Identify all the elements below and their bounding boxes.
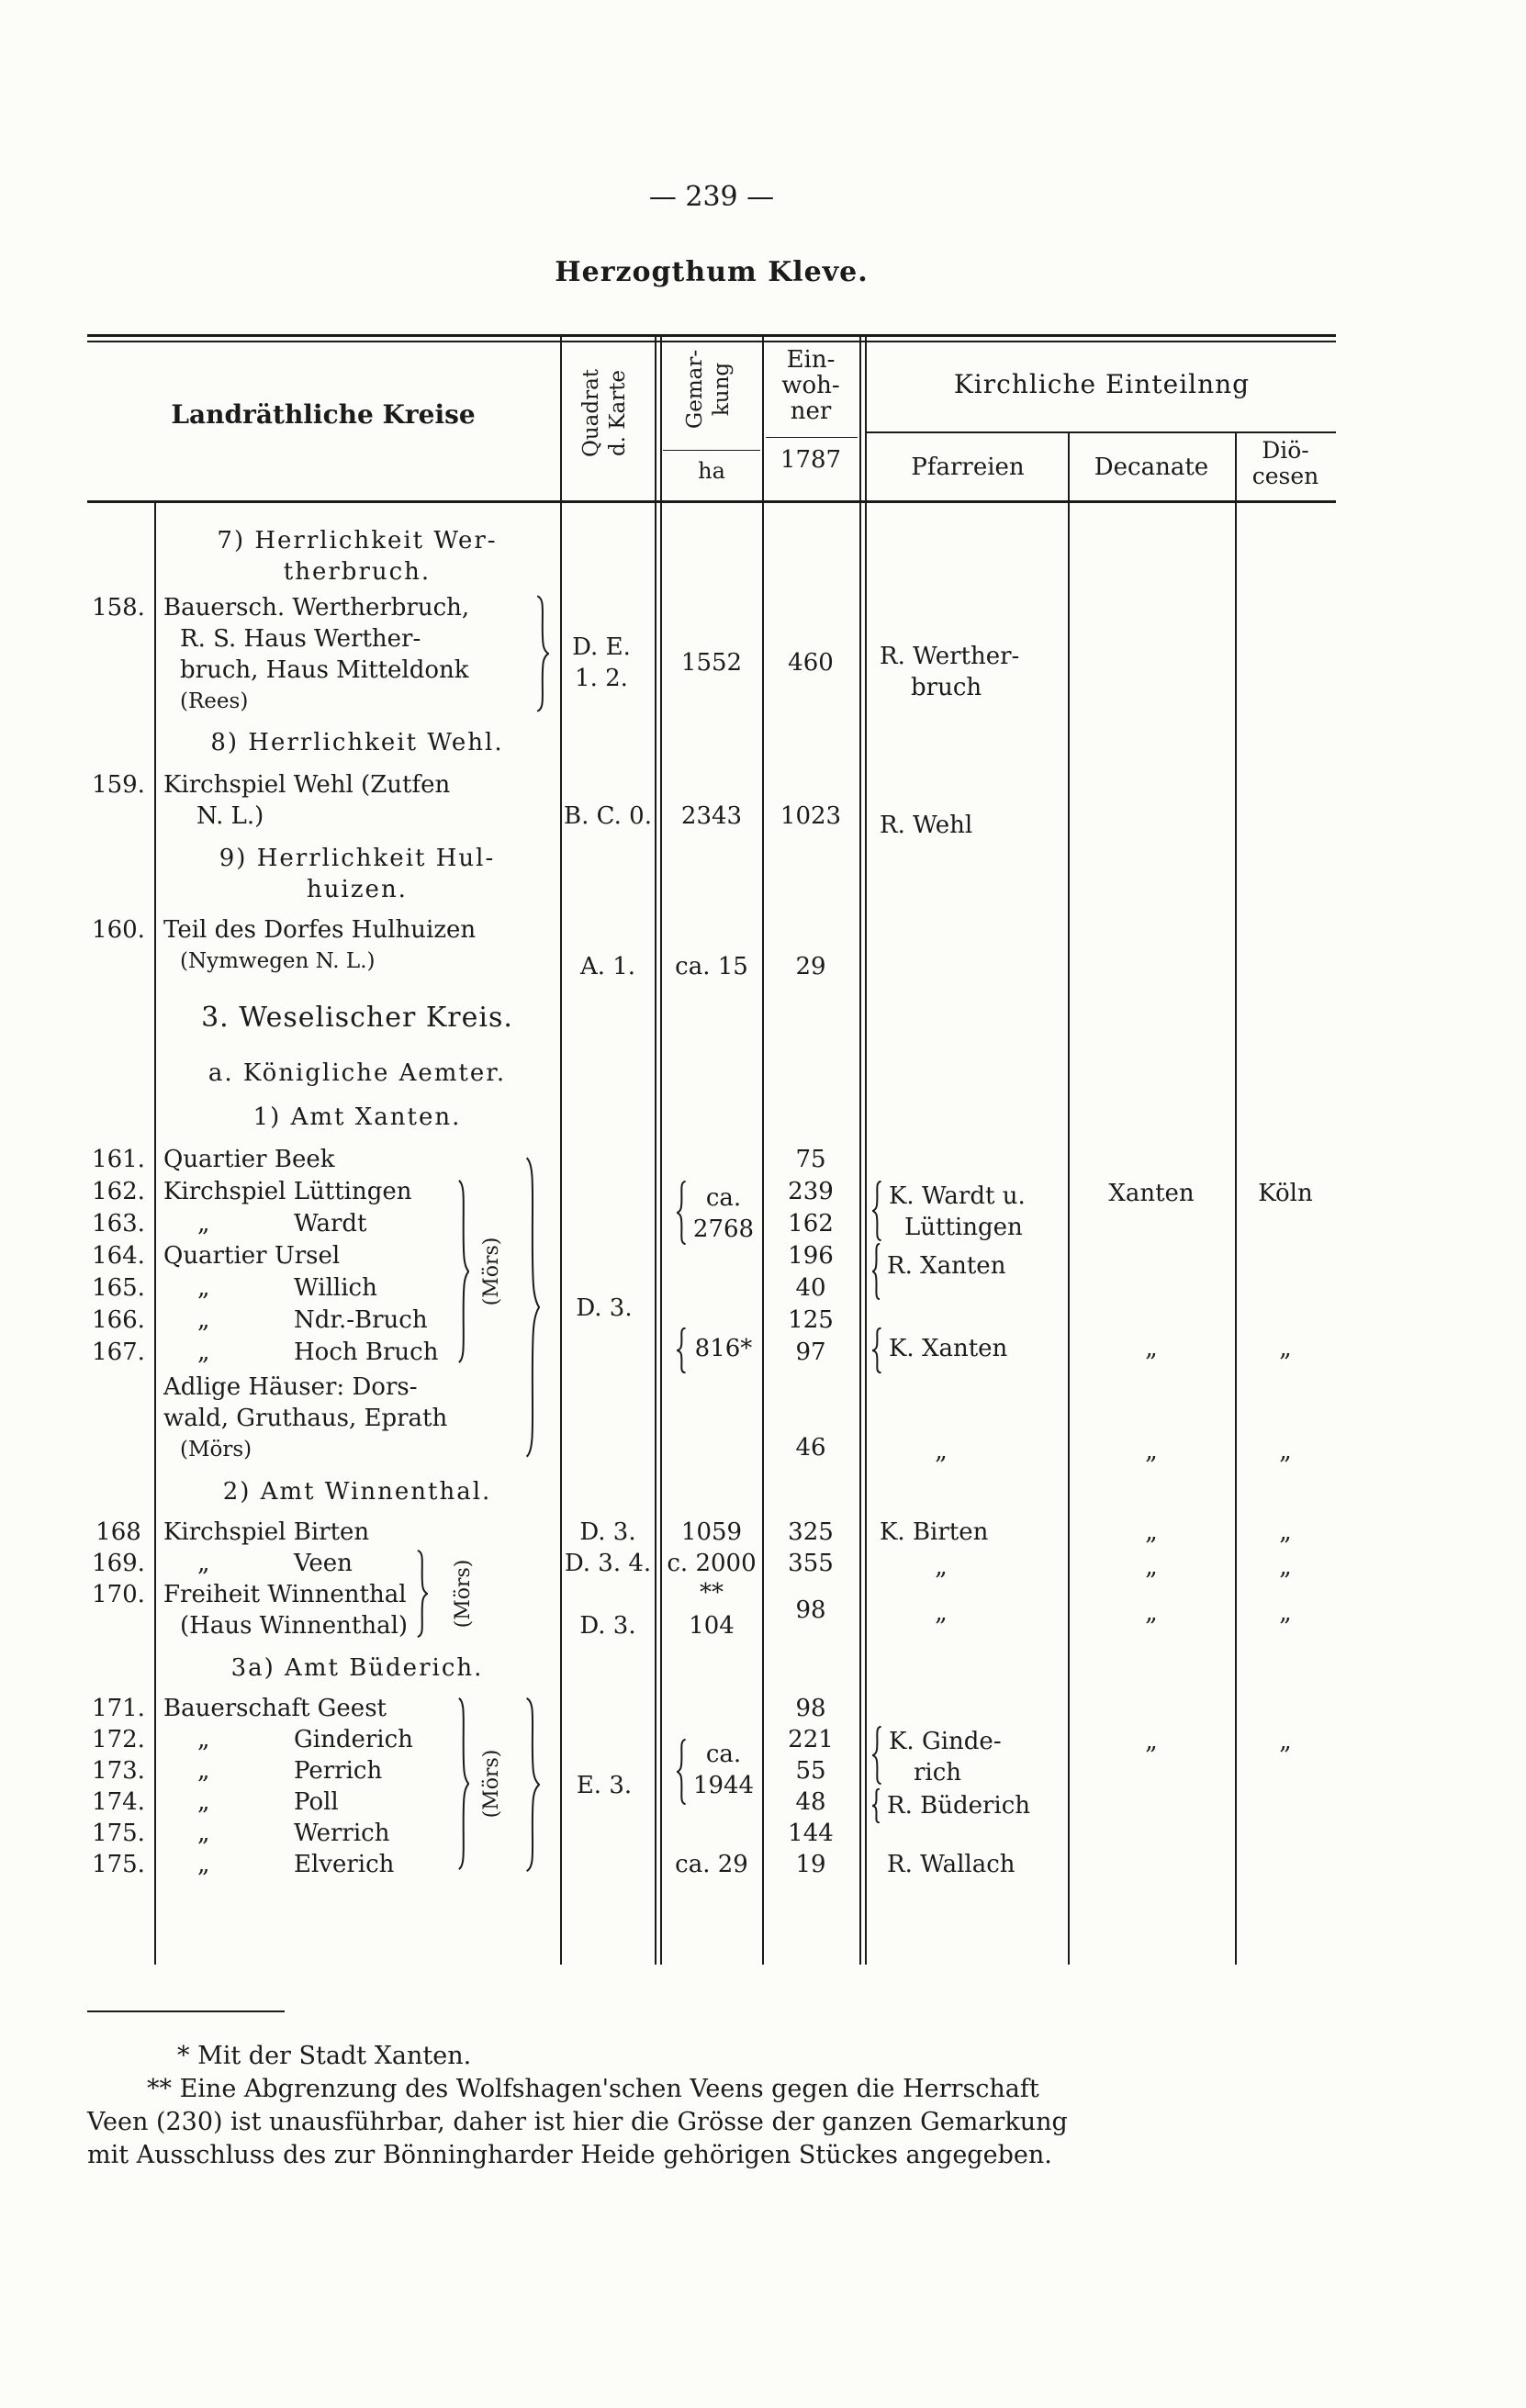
row-169-dioecese: „ xyxy=(1279,1553,1292,1581)
xanten-pfarrei-brace-2 xyxy=(872,1243,881,1300)
row-165-einwohner: 40 xyxy=(795,1274,826,1302)
section-amt-xanten: 1) Amt Xanten. xyxy=(252,1103,462,1131)
row-160-num: 160. xyxy=(92,916,145,944)
adlige-haeuser-line2: wald, Gruthaus, Eprath xyxy=(163,1405,448,1432)
row-159-einwohner: 1023 xyxy=(780,802,842,830)
col-header-gemarkung-line2: kung xyxy=(710,362,734,417)
xanten-names-brace xyxy=(456,1179,469,1364)
col-header-pfarreien: Pfarreien xyxy=(911,454,1025,481)
row-170-quadrat: D. 3. xyxy=(579,1612,636,1640)
row-159-gemarkung: 2343 xyxy=(680,802,743,830)
row-158-quadrat-line2: 1. 2. xyxy=(575,665,628,692)
row-158-pfarrei-line2: bruch xyxy=(911,674,982,701)
col-header-einwohner-line2: woh- xyxy=(781,372,840,399)
xanten-gemarkung-ca: ca. xyxy=(705,1184,742,1212)
row-172-ditto: „ xyxy=(197,1726,210,1753)
section-9-line1: 9) Herrlichkeit Hul- xyxy=(219,845,496,872)
row-175a-num: 175. xyxy=(92,1820,145,1847)
row-175a-name: Werrich xyxy=(294,1820,390,1847)
buederich-dioecese-ditto: „ xyxy=(1279,1728,1292,1755)
row-169-num: 169. xyxy=(92,1550,145,1577)
row-173-ditto: „ xyxy=(197,1757,210,1785)
vline-quadrat-gem-2 xyxy=(660,334,662,1965)
row-163-name: Wardt xyxy=(294,1210,367,1238)
row-172-einwohner: 221 xyxy=(788,1726,834,1753)
buederich-group-brace xyxy=(523,1697,540,1873)
row-159-pfarrei: R. Wehl xyxy=(880,812,973,839)
church-header-rule xyxy=(865,431,1336,433)
row-168-einwohner: 325 xyxy=(788,1518,834,1546)
row-168-dioecese: „ xyxy=(1279,1518,1292,1546)
row-164-name: Quartier Ursel xyxy=(163,1242,341,1270)
row-161-einwohner: 75 xyxy=(795,1146,826,1173)
buederich-names-brace xyxy=(456,1697,469,1871)
footnote-1: * Mit der Stadt Xanten. xyxy=(177,2042,472,2070)
row-158-name-line2: R. S. Haus Werther- xyxy=(180,625,421,653)
adlige-haeuser-einwohner: 46 xyxy=(795,1434,826,1462)
row-163-einwohner: 162 xyxy=(788,1210,834,1238)
row-159-name-line2: N. L.) xyxy=(196,802,264,830)
row-169-quadrat: D. 3. 4. xyxy=(564,1550,652,1577)
adlige-haeuser-decanat-ditto: „ xyxy=(1145,1438,1158,1465)
page-title: Herzogthum Kleve. xyxy=(555,256,869,288)
row-159-name-line1: Kirchspiel Wehl (Zutfen xyxy=(163,771,451,799)
col-header-quadrat-rotated xyxy=(578,344,637,482)
col-header-gemarkung-rotated xyxy=(682,334,737,444)
section-7-line1: 7) Herrlichkeit Wer- xyxy=(217,527,498,554)
row-167-num: 167. xyxy=(92,1338,145,1366)
section-amt-winnenthal: 2) Amt Winnenthal. xyxy=(222,1478,492,1506)
vline-einwohner-pfarreien-2 xyxy=(865,334,867,1965)
col-header-decanate: Decanate xyxy=(1094,454,1209,481)
adlige-haeuser-pfarrei-ditto: „ xyxy=(935,1438,948,1465)
buederich-moers-label: (Mörs) xyxy=(480,1749,503,1819)
row-166-ditto: „ xyxy=(197,1306,210,1334)
row-169-gemarkung: c. 2000 xyxy=(667,1550,757,1577)
col-header-quadrat-line1: Quadrat xyxy=(579,368,603,458)
row-168-pfarrei: K. Birten xyxy=(880,1518,989,1546)
row-167-ditto: „ xyxy=(197,1338,210,1366)
row-173-name: Perrich xyxy=(294,1757,383,1785)
row-174-ditto: „ xyxy=(197,1788,210,1816)
row-158-quadrat-line1: D. E. xyxy=(572,633,631,661)
row-160-name-line2: (Nymwegen N. L.) xyxy=(180,949,376,973)
buederich-pfarrei-2: R. Büderich xyxy=(887,1792,1031,1820)
row-163-ditto: „ xyxy=(197,1210,210,1238)
buederich-pfarrei-brace-2 xyxy=(872,1788,881,1823)
winnenthal-names-brace xyxy=(415,1550,428,1638)
row-168-quadrat: D. 3. xyxy=(579,1518,636,1546)
col-header-einwohner-line1: Ein- xyxy=(786,346,836,374)
section-kreis-3: 3. Weselischer Kreis. xyxy=(201,1002,513,1034)
row-165-name: Willich xyxy=(294,1274,377,1302)
row-175b-num: 175. xyxy=(92,1851,145,1878)
row-165-ditto: „ xyxy=(197,1274,210,1302)
row-170-gemarkung: 104 xyxy=(689,1612,735,1640)
row-166-num: 166. xyxy=(92,1306,145,1334)
row-168-gemarkung: 1059 xyxy=(680,1518,743,1546)
row-174-num: 174. xyxy=(92,1788,145,1816)
col-header-dioecesen-line2: cesen xyxy=(1251,463,1319,489)
vline-number-col xyxy=(154,503,156,1965)
section-amt-buederich: 3a) Amt Büderich. xyxy=(230,1654,484,1682)
row-167-einwohner: 97 xyxy=(795,1338,826,1366)
xanten-pfarrei-1-line1: K. Wardt u. xyxy=(889,1182,1026,1210)
col-header-kirchliche: Kirchliche Einteilnng xyxy=(953,369,1251,399)
xanten-dioecese-1: Köln xyxy=(1258,1180,1313,1207)
buederich-gemarkung-brace xyxy=(677,1739,688,1805)
row-158-pfarrei-line1: R. Werther- xyxy=(880,643,1020,670)
row-169-name: Veen xyxy=(294,1550,353,1577)
xanten-gemarkung-value: 2768 xyxy=(692,1215,755,1243)
page-number: — 239 — xyxy=(648,181,775,213)
row-160-quadrat: A. 1. xyxy=(579,953,636,980)
col-header-ha: ha xyxy=(698,458,725,484)
row-172-name: Ginderich xyxy=(294,1726,413,1753)
row-158-einwohner: 460 xyxy=(788,649,834,677)
row-174-name: Poll xyxy=(294,1788,339,1816)
row-175b-name: Elverich xyxy=(294,1851,395,1878)
row-164-einwohner: 196 xyxy=(788,1242,834,1270)
footnote-rule xyxy=(87,2010,285,2012)
row-158-gemarkung: 1552 xyxy=(680,649,743,677)
xanten-pfarrei-2: R. Xanten xyxy=(887,1252,1006,1280)
xanten-pfarrei-3: K. Xanten xyxy=(889,1335,1008,1362)
row-170-name-line1: Freiheit Winnenthal xyxy=(163,1581,407,1608)
row-173-num: 173. xyxy=(92,1757,145,1785)
xanten-pfarrei-1-line2: Lüttingen xyxy=(904,1214,1023,1241)
buederich-gemarkung-ca: ca. xyxy=(705,1741,742,1768)
ha-rule xyxy=(663,450,760,451)
buederich-pfarrei-1-line1: K. Ginde- xyxy=(889,1728,1002,1755)
section-koenigliche-aemter: a. Königliche Aemter. xyxy=(208,1059,507,1087)
xanten-quadrat: D. 3. xyxy=(576,1294,633,1322)
row-168-name: Kirchspiel Birten xyxy=(163,1518,370,1546)
row-171-num: 171. xyxy=(92,1695,145,1722)
buederich-decanat-ditto: „ xyxy=(1145,1728,1158,1755)
row-158-name-line1: Bauersch. Wertherbruch, xyxy=(163,594,470,622)
buederich-gemarkung-value: 1944 xyxy=(692,1772,755,1799)
xanten-gemarkung-value-2: 816* xyxy=(694,1335,753,1362)
xanten-pfarrei-brace-1 xyxy=(872,1181,883,1241)
header-bottom-rule xyxy=(87,500,1336,503)
row-165-num: 165. xyxy=(92,1274,145,1302)
row-174-einwohner: 48 xyxy=(795,1788,826,1816)
row-159-quadrat: B. C. 0. xyxy=(564,802,652,830)
row-168-decanat: „ xyxy=(1145,1518,1158,1546)
row-175a-ditto: „ xyxy=(197,1820,210,1847)
row-168-num: 168 xyxy=(95,1518,141,1546)
row-160-name-line1: Teil des Dorfes Hulhuizen xyxy=(163,916,477,944)
row-169-einwohner: 355 xyxy=(788,1550,834,1577)
section-9-line2: huizen. xyxy=(307,876,408,903)
buederich-gemarkung-value-2: ca. 29 xyxy=(675,1851,748,1878)
row-175a-einwohner: 144 xyxy=(788,1820,834,1847)
footnote-2-line1: ** Eine Abgrenzung des Wolfshagen'schen Veens gegen die Herrschaft xyxy=(147,2075,1039,2103)
row-170-einwohner: 98 xyxy=(795,1596,826,1624)
col-header-dioecesen-line1: Diö- xyxy=(1262,437,1309,464)
row-169-gemarkung-note: ** xyxy=(700,1579,724,1607)
buederich-pfarrei-1-line2: rich xyxy=(914,1759,962,1786)
adlige-haeuser-moers: (Mörs) xyxy=(180,1438,252,1462)
xanten-dioecese-2: „ xyxy=(1279,1335,1292,1362)
vline-kreise-quadrat xyxy=(560,334,562,1965)
xanten-group-brace xyxy=(523,1155,540,1460)
row-161-name: Quartier Beek xyxy=(163,1146,335,1173)
buederich-pfarrei-3: R. Wallach xyxy=(887,1851,1015,1878)
col-header-einwohner-year: 1787 xyxy=(780,446,842,474)
row-162-num: 162. xyxy=(92,1178,145,1205)
col-header-gemarkung-line1: Gemar- xyxy=(683,349,707,430)
row-170-dioecese: „ xyxy=(1279,1599,1292,1627)
row-162-einwohner: 239 xyxy=(788,1178,834,1205)
col-header-einwohner-line3: ner xyxy=(790,398,832,425)
col-header-quadrat-line2: d. Karte xyxy=(606,369,630,457)
adlige-haeuser-dioecese-ditto: „ xyxy=(1279,1438,1292,1465)
xanten-decanat-1: Xanten xyxy=(1108,1180,1195,1207)
einwohner-year-rule xyxy=(766,437,858,438)
row-158-name-line3: bruch, Haus Mitteldonk xyxy=(180,656,469,684)
row-163-num: 163. xyxy=(92,1210,145,1238)
col-header-kreise: Landräthliche Kreise xyxy=(171,399,476,430)
section-8: 8) Herrlichkeit Wehl. xyxy=(210,729,504,756)
row-164-num: 164. xyxy=(92,1242,145,1270)
row-158-num: 158. xyxy=(92,594,145,622)
row-171-einwohner: 98 xyxy=(795,1695,826,1722)
row-167-name: Hoch Bruch xyxy=(294,1338,439,1366)
xanten-gemarkung-brace-1 xyxy=(677,1181,688,1245)
row-166-einwohner: 125 xyxy=(788,1306,834,1334)
xanten-gemarkung-brace-2 xyxy=(677,1327,688,1373)
row-160-einwohner: 29 xyxy=(795,953,826,980)
footnote-2-line3: mit Ausschluss des zur Bönningharder Heide gehörigen Stückes angegeben. xyxy=(87,2141,1052,2169)
row-169-decanat: „ xyxy=(1145,1553,1158,1581)
vline-quadrat-gem-1 xyxy=(655,334,656,1965)
vline-einwohner-pfarreien-1 xyxy=(859,334,861,1965)
row-173-einwohner: 55 xyxy=(795,1757,826,1785)
buederich-quadrat: E. 3. xyxy=(576,1772,633,1799)
xanten-pfarrei-brace-3 xyxy=(872,1327,883,1373)
row-171-name: Bauerschaft Geest xyxy=(163,1695,387,1722)
row-160-gemarkung: ca. 15 xyxy=(675,953,748,980)
xanten-moers-label: (Mörs) xyxy=(480,1237,503,1306)
xanten-decanat-2: „ xyxy=(1145,1335,1158,1362)
winnenthal-moers-label: (Mörs) xyxy=(452,1559,475,1629)
footnote-2-line2: Veen (230) ist unausführbar, daher ist hier die Grösse der ganzen Gemarkung xyxy=(87,2108,1068,2136)
adlige-haeuser-line1: Adlige Häuser: Dors- xyxy=(163,1373,418,1401)
row-170-pfarrei-ditto: „ xyxy=(935,1599,948,1627)
row-169-ditto: „ xyxy=(197,1550,210,1577)
buederich-pfarrei-brace-1 xyxy=(872,1726,883,1785)
row-158-group-brace xyxy=(534,595,549,712)
row-162-name: Kirchspiel Lüttingen xyxy=(163,1178,412,1205)
row-166-name: Ndr.-Bruch xyxy=(294,1306,428,1334)
row-158-name-line4: (Rees) xyxy=(180,689,249,713)
row-159-num: 159. xyxy=(92,771,145,799)
row-170-num: 170. xyxy=(92,1581,145,1608)
row-170-name-line2: (Haus Winnenthal) xyxy=(180,1612,409,1640)
row-172-num: 172. xyxy=(92,1726,145,1753)
row-175b-einwohner: 19 xyxy=(795,1851,826,1878)
row-169-pfarrei-ditto: „ xyxy=(935,1553,948,1581)
section-7-line2: therbruch. xyxy=(283,558,432,586)
row-161-num: 161. xyxy=(92,1146,145,1173)
row-175b-ditto: „ xyxy=(197,1851,210,1878)
row-170-decanat: „ xyxy=(1145,1599,1158,1627)
